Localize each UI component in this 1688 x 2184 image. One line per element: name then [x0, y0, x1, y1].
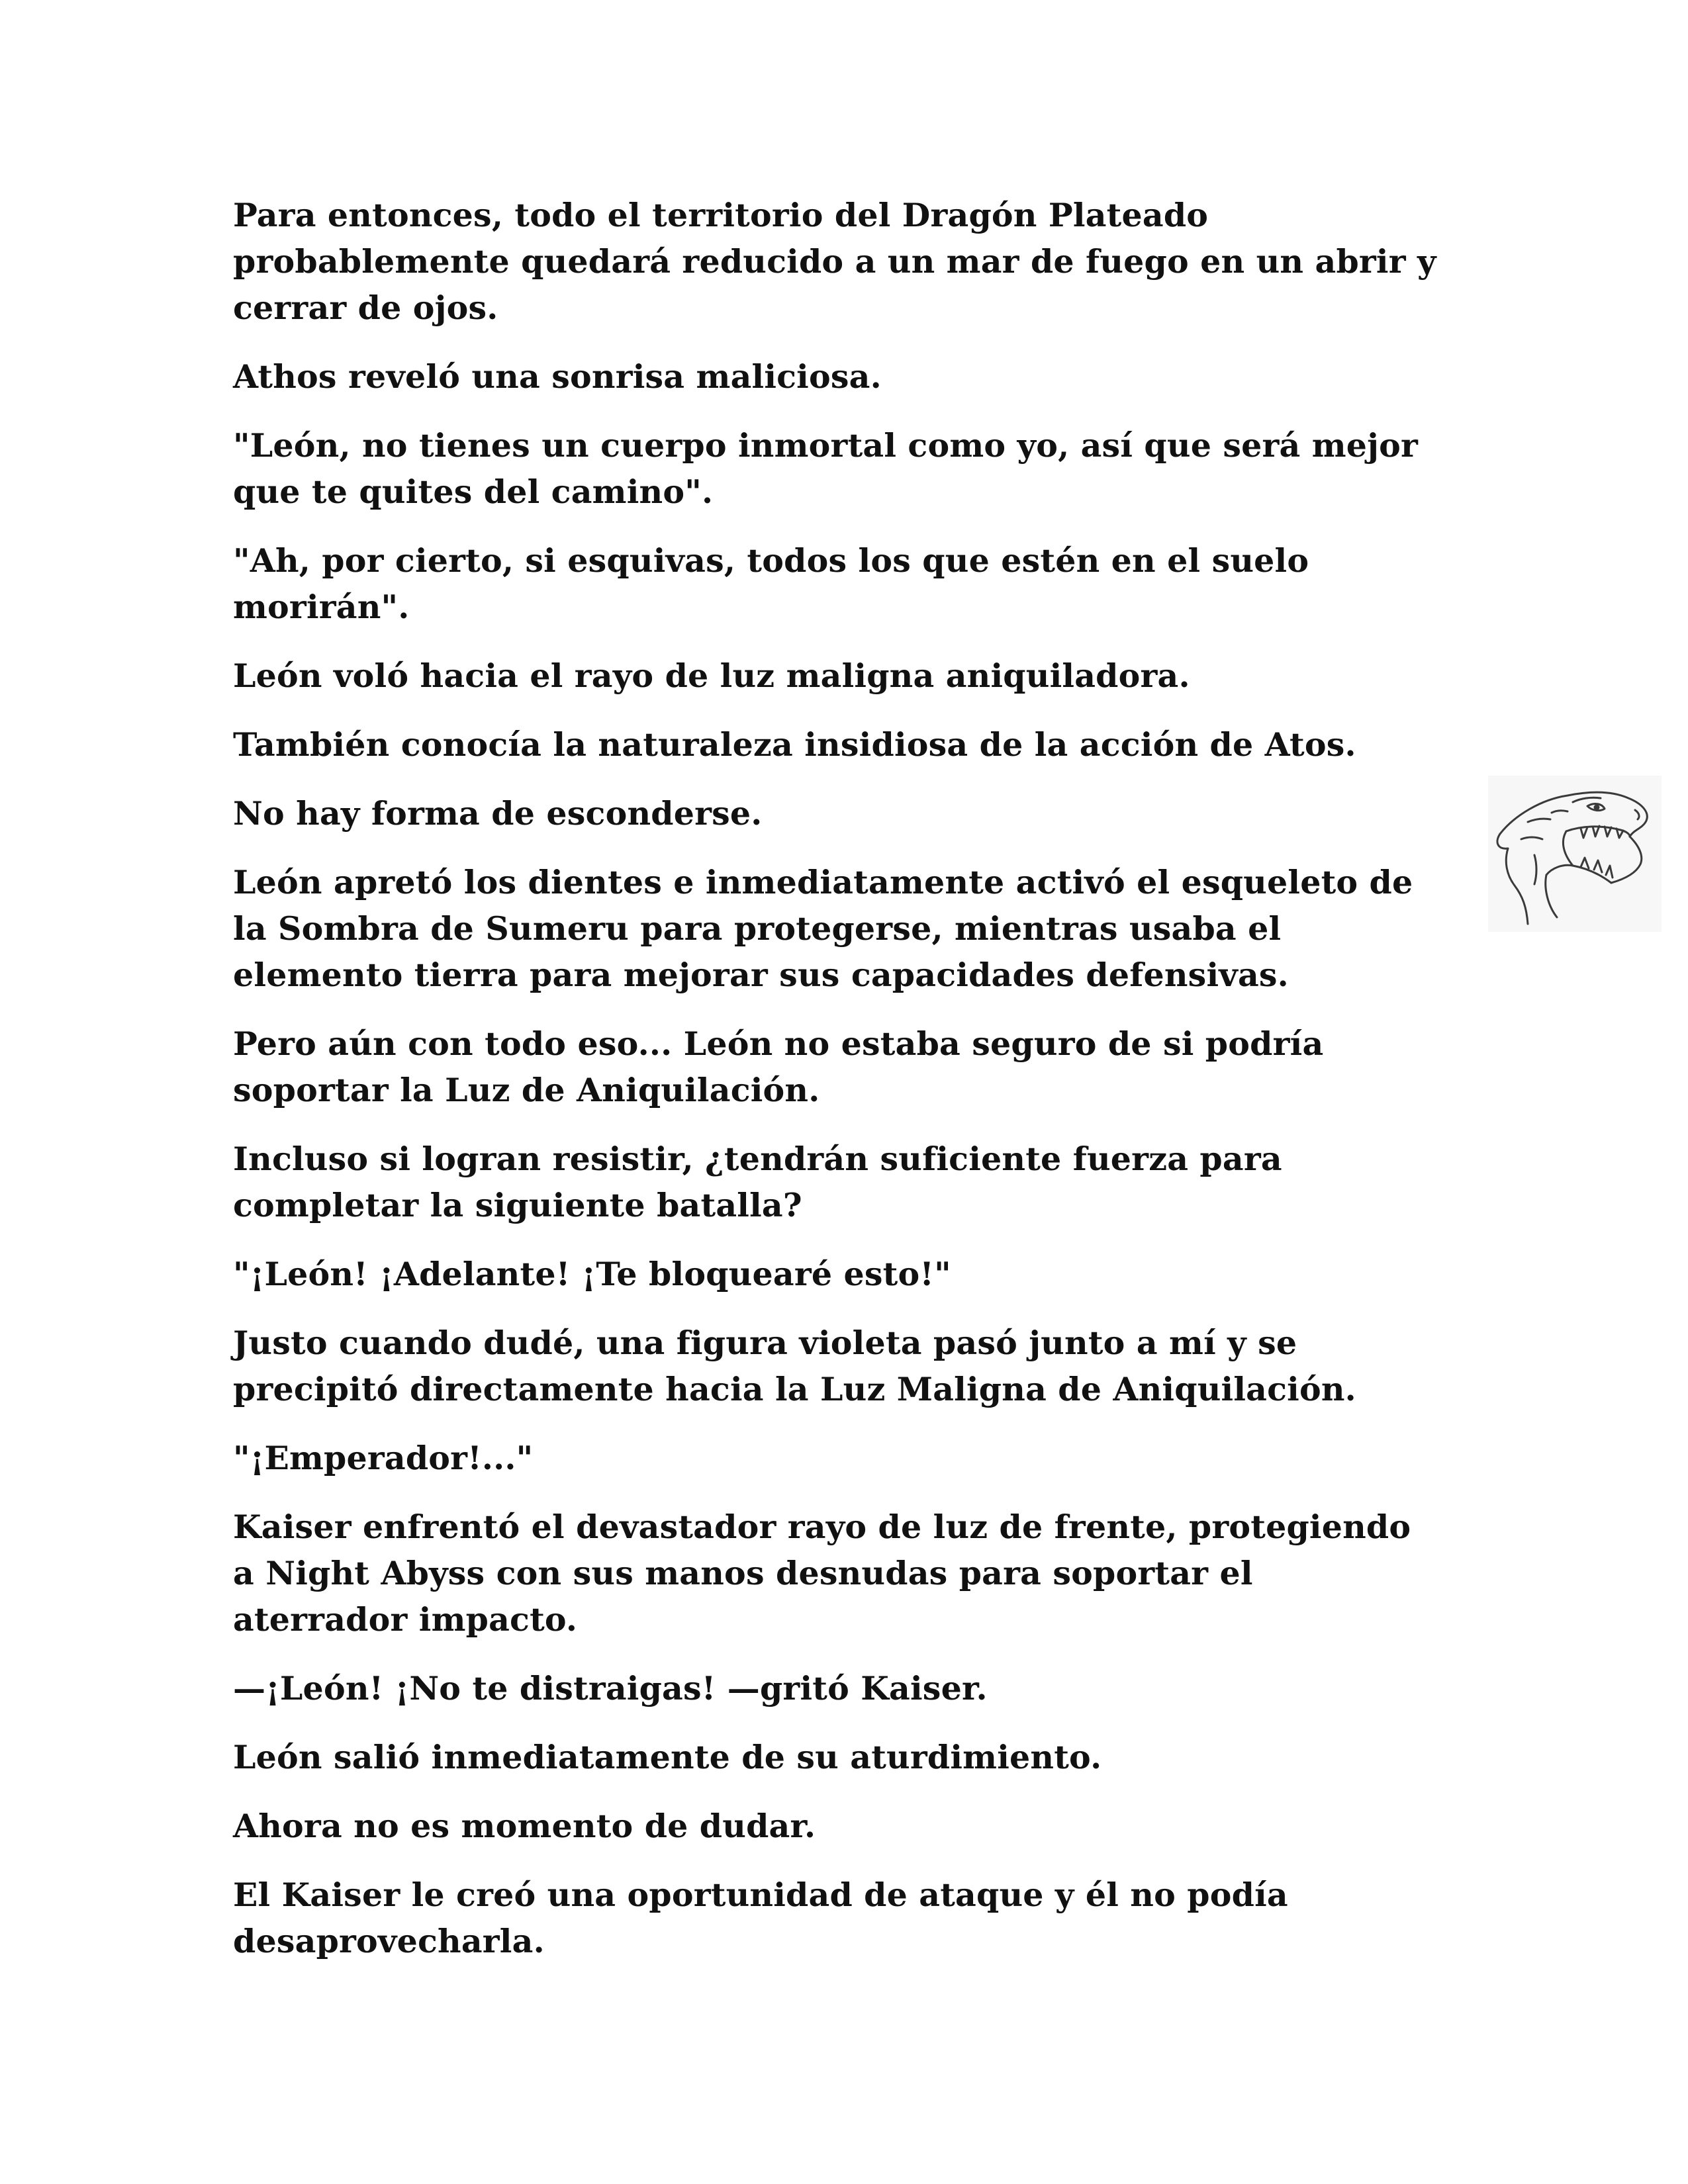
- paragraph: León salió inmediatamente de su aturdimiento.: [233, 1738, 1102, 1776]
- paragraph: Kaiser enfrentó el devastador rayo de luz de frente, protegiendo a Night Abyss con sus manos desnudas para soportar el aterrador impacto.: [233, 1508, 1411, 1639]
- body-text: [233, 192, 1438, 1987]
- paragraph: "¡Emperador!...": [233, 1439, 534, 1477]
- paragraph: León apretó los dientes e inmediatamente activó el esqueleto de la Sombra de Sumeru para protegerse, mientras usaba el elemento tierra para mejorar sus capacidades defensivas.: [233, 863, 1413, 994]
- paragraph: "León, no tienes un cuerpo inmortal como yo, así que será mejor que te quites del camino".: [233, 426, 1418, 511]
- paragraph: Incluso si logran resistir, ¿tendrán suficiente fuerza para completar la siguiente batalla?: [233, 1140, 1282, 1224]
- paragraph: León voló hacia el rayo de luz maligna aniquiladora.: [233, 657, 1190, 695]
- dinosaur-sketch-icon: [1488, 776, 1662, 932]
- paragraph: Justo cuando dudé, una figura violeta pasó junto a mí y se precipitó directamente hacia la Luz Maligna de Aniquilación.: [233, 1324, 1356, 1408]
- paragraph: —¡León! ¡No te distraigas! —gritó Kaiser.: [233, 1669, 988, 1707]
- paragraph: "¡León! ¡Adelante! ¡Te bloquearé esto!": [233, 1255, 951, 1293]
- paragraph: Pero aún con todo eso... León no estaba seguro de si podría soportar la Luz de Aniquilación.: [233, 1024, 1324, 1109]
- paragraph: También conocía la naturaleza insidiosa de la acción de Atos.: [233, 725, 1356, 764]
- paragraph: "Ah, por cierto, si esquivas, todos los que estén en el suelo morirán".: [233, 541, 1309, 626]
- paragraph: Para entonces, todo el territorio del Dragón Plateado probablemente quedará reducido a un mar de fuego en un abrir y cerrar de ojos.: [233, 196, 1436, 327]
- paragraph: Ahora no es momento de dudar.: [233, 1807, 816, 1845]
- paragraph: El Kaiser le creó una oportunidad de ataque y él no podía desaprovecharla.: [233, 1876, 1288, 1960]
- paragraph: Athos reveló una sonrisa maliciosa.: [233, 357, 882, 396]
- paragraph: No hay forma de esconderse.: [233, 794, 763, 833]
